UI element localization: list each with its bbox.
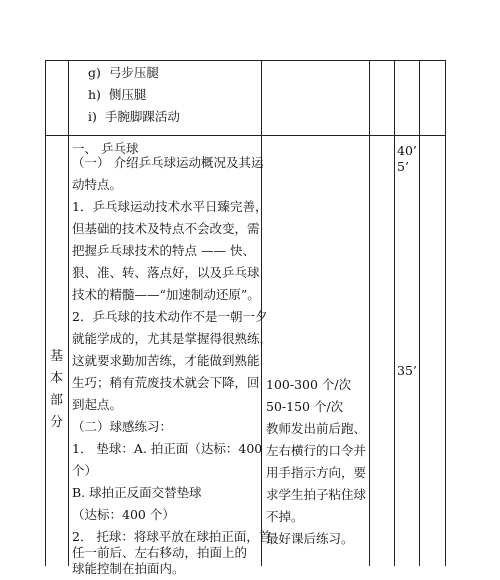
method-line: 不掉。	[266, 509, 304, 524]
content-line: （一） 介绍乒乓球运动概况及其运	[72, 155, 264, 170]
content-line: 2．乒乓球的技术动作不是一朝一夕	[72, 309, 268, 324]
table-border-top	[45, 60, 445, 61]
section-label-char: 分	[49, 415, 63, 430]
method-line: 求学生拍子粘住球	[266, 487, 367, 502]
time-value: 40’	[397, 143, 417, 158]
method-line: 教师发出前后跑、	[266, 421, 367, 436]
item-marker: i)	[88, 109, 97, 124]
content-line: （达标：400 个）	[72, 507, 175, 522]
content-line: 1．乒乓球运动技术水平日臻完善，	[72, 199, 268, 214]
content-line: B. 球拍正反面交替垫球	[72, 485, 202, 500]
method-line: 左右横行的口令并	[266, 443, 367, 458]
time-value: 35’	[397, 363, 417, 378]
section-label-char: 本	[49, 371, 63, 386]
content-line: （二）球感练习：	[72, 419, 173, 434]
item-text: 弓步压腿	[108, 65, 159, 80]
item-text: 手腕脚踝活动	[104, 109, 180, 124]
content-line: 1． 垫球：A. 拍正面（达标：400	[72, 441, 263, 456]
content-line: 一、 乒乓球	[72, 141, 139, 156]
content-line: 就能学成的，尤其是掌握得很熟练，	[72, 331, 273, 346]
content-line: 狠、准、转、落点好，以及乒乓球	[72, 265, 260, 280]
content-line: 2． 托球：将球平放在球拍正面，首	[72, 529, 272, 544]
content-line: 这就要求勤加苦练，才能做到熟能	[72, 353, 260, 368]
section-label-char: 部	[49, 393, 63, 408]
time-value: 5’	[397, 159, 409, 174]
row-divider	[45, 135, 445, 136]
content-line: 球能控制在拍面内。	[72, 561, 185, 576]
item-marker: h)	[88, 87, 101, 102]
content-line: 但基础的技术及特点不会改变，需	[72, 221, 260, 236]
section-label-char: 基	[49, 349, 63, 364]
method-line: 100-300 个/次	[266, 377, 352, 392]
warmup-item-g	[88, 62, 159, 84]
content-line: 把握乒乓球技术的特点 —— 快、	[72, 243, 255, 258]
method-line: 最好课后练习。	[266, 531, 354, 546]
method-line: 50-150 个/次	[266, 399, 344, 414]
method-line: 用手指示方向，要	[266, 465, 367, 480]
content-line: 个）	[72, 463, 98, 478]
warmup-item-h	[88, 84, 146, 106]
content-line: 生巧；稍有荒废技术就会下降，回	[72, 375, 260, 390]
content-line: 动特点。	[72, 177, 123, 192]
content-line: 任一前后、左右移动，拍面上的	[72, 545, 248, 560]
table-border-right	[445, 60, 446, 566]
warmup-item-i	[88, 106, 180, 128]
item-text: 侧压腿	[108, 87, 147, 102]
item-marker: g)	[88, 65, 101, 80]
content-line: 到起点。	[72, 397, 123, 412]
content-line: 技术的精髓——“加速制动还原”。	[72, 287, 260, 302]
